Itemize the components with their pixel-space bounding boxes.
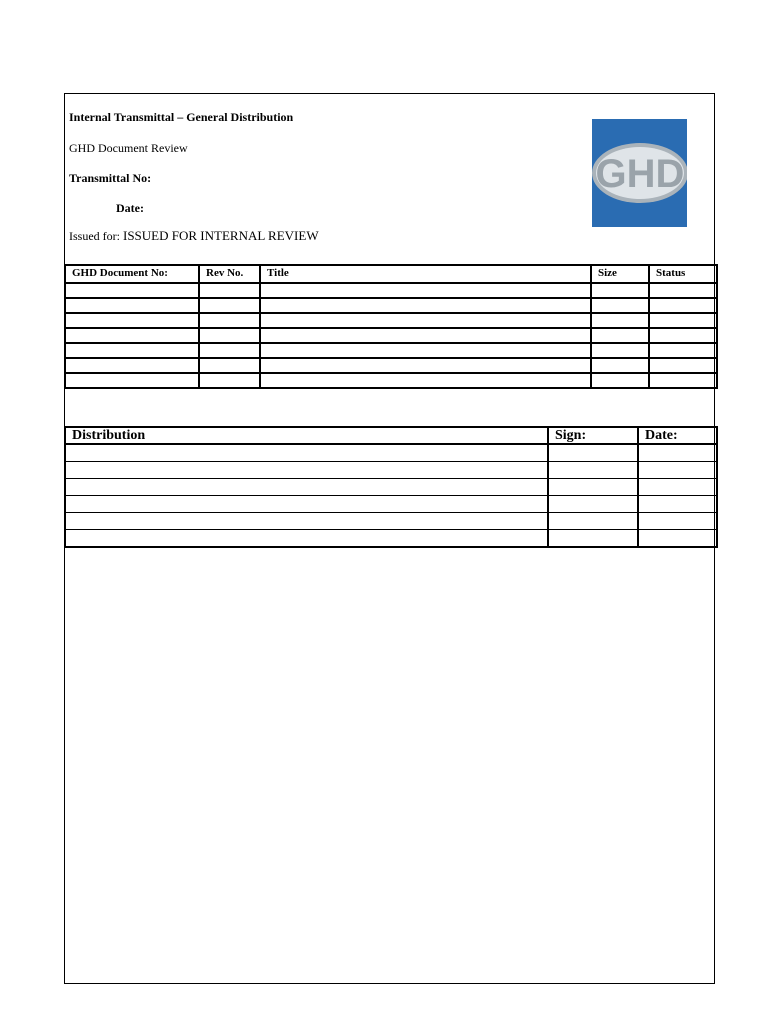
table-cell[interactable] [65,496,548,513]
documents-table [64,264,718,389]
section-spacer [64,404,715,426]
col-document-no: GHD Document No: [65,265,199,283]
table-cell[interactable] [638,530,717,548]
table-cell[interactable] [260,313,591,328]
table-cell[interactable] [638,444,717,462]
table-cell[interactable] [65,328,199,343]
table-cell[interactable] [199,373,260,388]
table-row [65,283,717,298]
table-cell[interactable] [199,283,260,298]
table-cell[interactable] [65,298,199,313]
col-title: Title [260,265,591,283]
table-cell[interactable] [65,530,548,548]
table-cell[interactable] [260,343,591,358]
table-cell[interactable] [65,283,199,298]
table-cell[interactable] [65,343,199,358]
table-cell[interactable] [199,313,260,328]
table-cell[interactable] [591,373,649,388]
table-cell[interactable] [548,513,638,530]
issued-for-label: Issued for: [69,229,120,243]
table-row [65,496,717,513]
table-cell[interactable] [260,328,591,343]
document-subtitle: GHD Document Review [69,141,188,155]
table-cell[interactable] [649,358,717,373]
table-row [65,343,717,358]
col-date: Date: [638,427,717,444]
table-cell[interactable] [649,343,717,358]
distribution-header-row [65,427,717,444]
table-cell[interactable] [548,462,638,479]
table-row [65,328,717,343]
issued-for-value: ISSUED FOR INTERNAL REVIEW [123,228,319,243]
date-label: Date: [116,201,144,215]
table-cell[interactable] [649,373,717,388]
table-cell[interactable] [548,530,638,548]
table-row [65,513,717,530]
table-cell[interactable] [591,328,649,343]
table-row [65,358,717,373]
col-status: Status [649,265,717,283]
table-cell[interactable] [260,373,591,388]
table-cell[interactable] [199,328,260,343]
table-row [65,298,717,313]
ghd-logo [592,119,687,227]
table-cell[interactable] [199,298,260,313]
table-row [65,313,717,328]
table-row [65,373,717,388]
table-cell[interactable] [65,513,548,530]
transmittal-no-label: Transmittal No: [69,171,152,185]
table-cell[interactable] [591,313,649,328]
col-size: Size [591,265,649,283]
table-cell[interactable] [65,313,199,328]
table-row [65,444,717,462]
table-cell[interactable] [591,343,649,358]
table-cell[interactable] [260,283,591,298]
table-cell[interactable] [638,496,717,513]
table-cell[interactable] [548,444,638,462]
document-title: Internal Transmittal – General Distribution [69,110,294,124]
table-cell[interactable] [199,358,260,373]
table-row [65,530,717,548]
table-cell[interactable] [260,358,591,373]
table-cell[interactable] [591,298,649,313]
table-cell[interactable] [548,479,638,496]
table-cell[interactable] [65,444,548,462]
table-cell[interactable] [638,462,717,479]
table-cell[interactable] [591,283,649,298]
table-cell[interactable] [638,513,717,530]
col-distribution: Distribution [65,427,548,444]
table-cell[interactable] [649,298,717,313]
table-cell[interactable] [548,496,638,513]
table-cell[interactable] [65,462,548,479]
table-cell[interactable] [65,358,199,373]
documents-header-row [65,265,717,283]
table-cell[interactable] [591,358,649,373]
table-row [65,479,717,496]
table-cell[interactable] [199,343,260,358]
issued-for-line [69,229,319,243]
logo-text: GHD [595,152,685,196]
table-cell[interactable] [649,283,717,298]
col-rev-no: Rev No. [199,265,260,283]
table-row [65,462,717,479]
col-sign: Sign: [548,427,638,444]
table-cell[interactable] [65,373,199,388]
table-cell[interactable] [65,479,548,496]
table-cell[interactable] [638,479,717,496]
table-cell[interactable] [649,313,717,328]
distribution-table [64,426,718,548]
table-cell[interactable] [649,328,717,343]
table-cell[interactable] [260,298,591,313]
